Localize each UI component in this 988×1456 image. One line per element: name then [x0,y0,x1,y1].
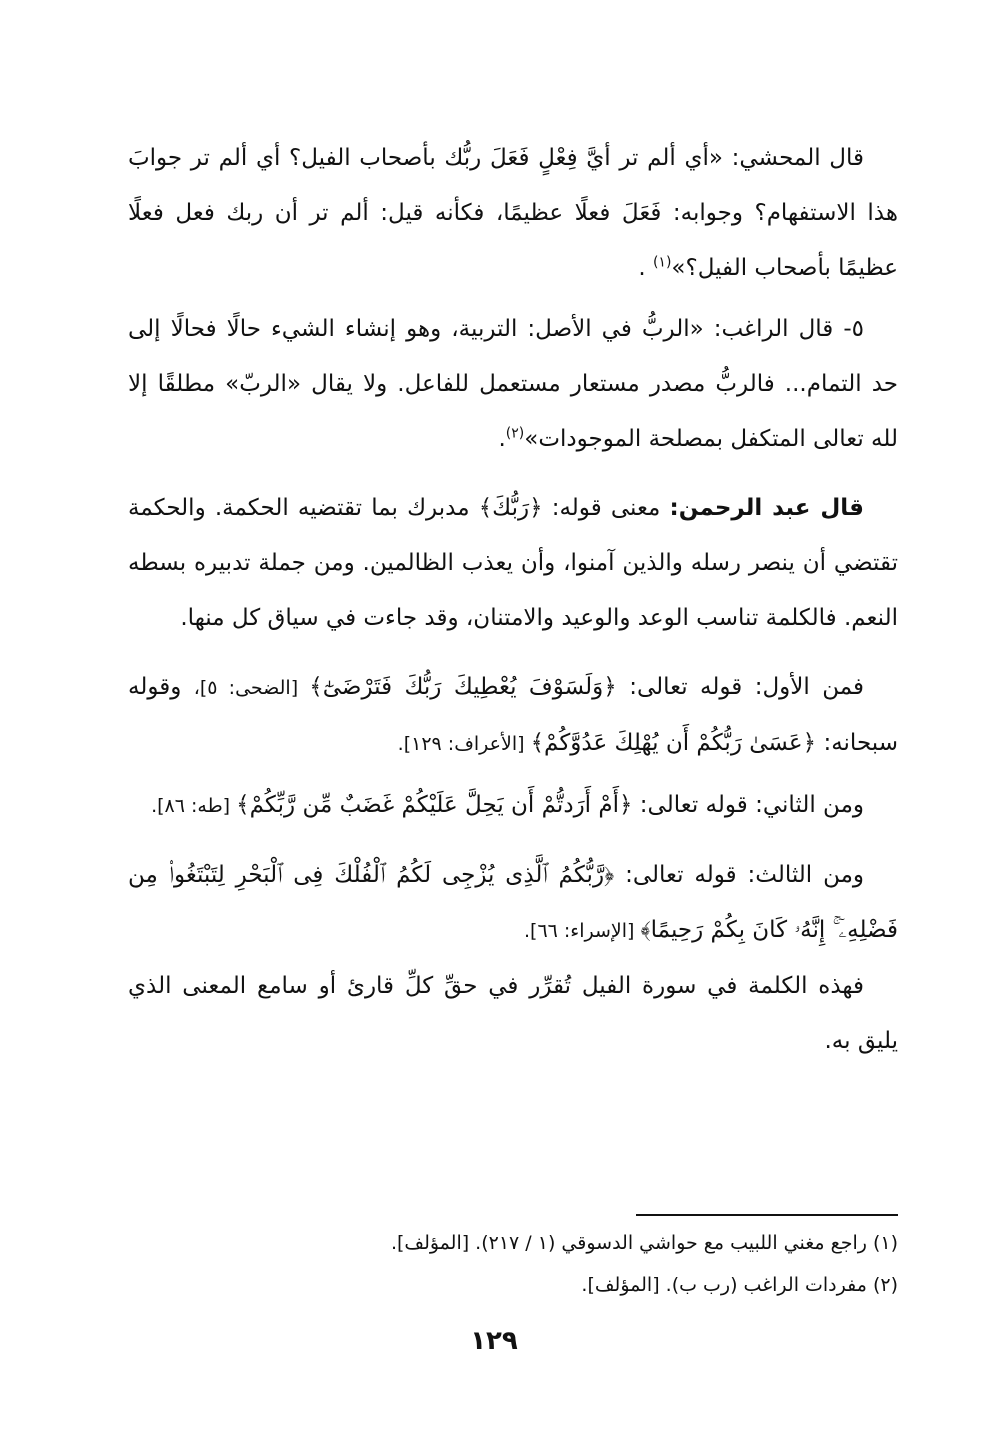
mid-text: وقوله سبحانه: [128,674,898,756]
surah-reference: [الأعراف: ١٢٩]. [397,733,531,755]
paragraph-abdulrahman [128,481,898,646]
paragraph-conclusion [128,959,898,1069]
main-text [128,131,898,1069]
paragraph-third-example [128,848,898,959]
lead-rest: معنى قوله: [542,495,670,521]
surah-reference: [الإسراء: ٦٦]. [523,920,641,942]
paragraph-text: فهذه الكلمة في سورة الفيل تُقرِّر في حقِّ كلِّ قارئ أو سامع المعنى الذي يليق به. [128,973,898,1054]
footnote-ref-1: (١) [652,254,672,271]
quran-verse: ﴿عَسَىٰ رَبُّكُمْ أَن يُهْلِكَ عَدُوَّكُمْ﴾ [530,730,817,756]
footnote-1: (١) راجع مغني اللبيب مع حواشي الدسوقي (١ / ٢١٧). [المؤلف]. [390,1232,898,1254]
quran-verse: ﴿رَّبُّكُمُ ٱلَّذِى يُزْجِى لَكُمُ ٱلْفُلْكَ فِى ٱلْبَحْرِ لِتَبْتَغُوا۟ مِن فَضْلِهِۦٓ ۚ إِنَّهُۥ كَانَ بِكُمْ رَحِيمًا﴾ [128,862,898,943]
paragraph-second-example [128,778,898,834]
surah-reference: [الضحى: ٥]، [193,677,310,699]
intro-text: ومن الثاني: قوله تعالى: [632,792,864,818]
paragraph-text: ٥- قال الراغب: «الربُّ في الأصل: التربية، وهو إنشاء الشيء حالًا فحالًا إلى حد التمام... فالربُّ مصدر مستعار مستعمل للفاعل. ولا يقال «الربّ» مطلقًا إلا لله تعالى المتكفل بمصلحة الموجودات» [128,316,898,452]
quran-word: ﴿رَبُّكَ﴾ [478,495,543,521]
quran-verse: ﴿وَلَسَوْفَ يُعْطِيكَ رَبُّكَ فَتَرْضَىٰٓ﴾ [309,674,617,700]
intro-text: ومن الثالث: قوله تعالى: [614,862,864,888]
surah-reference: [طه: ٨٦]. [151,795,237,817]
intro-text: فمن الأول: قوله تعالى: [616,674,864,700]
author-lead: قال عبد الرحمن: [669,495,864,521]
paragraph-muhashi [128,131,898,296]
paragraph-first-example [128,660,898,772]
footnote-2: (٢) مفردات الراغب (رب ب). [المؤلف]. [581,1274,898,1296]
footnotes [128,1222,898,1306]
page-number: ١٢٩ [470,1326,518,1356]
paragraph-raghib [128,302,898,467]
paragraph-text: قال المحشي: «أي ألم تر أيَّ فِعْلٍ فَعَلَ ربُّك بأصحاب الفيل؟ أي ألم تر جوابَ هذا الاستفهام؟ وجوابه: فَعَلَ فعلًا عظيمًا، فكأنه قيل: ألم تر أن ربك فعل فعلًا عظيمًا بأصحاب الفيل؟» [128,145,898,281]
quran-verse: ﴿أَمْ أَرَدتُّمْ أَن يَحِلَّ عَلَيْكُمْ غَضَبٌ مِّن رَّبِّكُمْ﴾ [236,792,633,818]
footnote-ref-2: (٢) [505,425,525,442]
paragraph-end: . [498,426,506,452]
footnote-divider [636,1214,898,1216]
paragraph-text: مدبرك بما تقتضيه الحكمة. والحكمة تقتضي أن ينصر رسله والذين آمنوا، وأن يعذب الظالمين. ومن جملة تدبيره بسطه النعم. فالكلمة تناسب الوعد والوعيد والامتنان، وقد جاءت في سياق كل منها. [128,495,898,631]
paragraph-end: . [638,255,653,281]
